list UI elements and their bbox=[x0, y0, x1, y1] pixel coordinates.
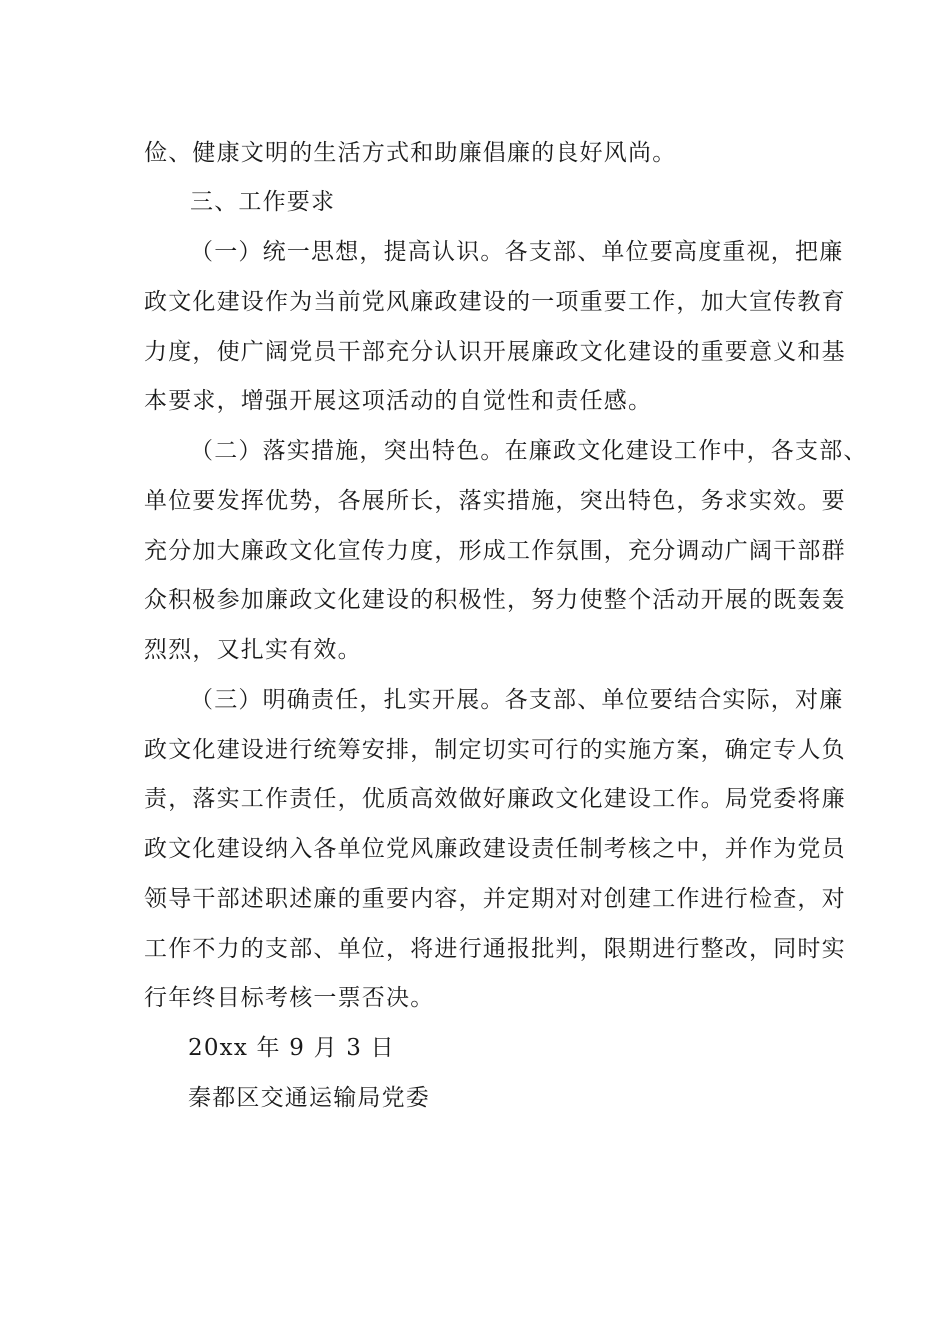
body-line: 政文化建设纳入各单位党风廉政建设责任制考核之中，并作为党员 bbox=[144, 836, 846, 862]
body-line: 领导干部述职述廉的重要内容，并定期对对创建工作进行检查，对 bbox=[144, 886, 846, 912]
body-line: （三）明确责任，扎实开展。各支部、单位要结合实际，对廉 bbox=[190, 687, 844, 713]
body-line: 力度，使广阔党员干部充分认识开展廉政文化建设的重要意义和基 bbox=[144, 339, 846, 365]
document-signature: 秦都区交通运输局党委 bbox=[188, 1085, 430, 1111]
body-line: （二）落实措施，突出特色。在廉政文化建设工作中，各支部、 bbox=[190, 438, 868, 464]
body-line: 俭、健康文明的生活方式和助廉倡廉的良好风尚。 bbox=[144, 140, 677, 166]
body-line: 责，落实工作责任，优质高效做好廉政文化建设工作。局党委将廉 bbox=[144, 786, 846, 812]
body-line: 众积极参加廉政文化建设的积极性，努力使整个活动开展的既轰轰 bbox=[144, 587, 846, 613]
document-date: 20xx 年 9 月 3 日 bbox=[188, 1035, 395, 1061]
body-line: 本要求，增强开展这项活动的自觉性和责任感。 bbox=[144, 388, 653, 414]
body-line: 工作不力的支部、单位，将进行通报批判，限期进行整改，同时实 bbox=[144, 936, 846, 962]
body-line: 单位要发挥优势，各展所长，落实措施，突出特色，务求实效。要 bbox=[144, 488, 846, 514]
section-heading: 三、工作要求 bbox=[190, 189, 336, 215]
body-line: 烈烈，又扎实有效。 bbox=[144, 637, 362, 663]
body-line: （一）统一思想，提高认识。各支部、单位要高度重视，把廉 bbox=[190, 239, 844, 265]
body-line: 政文化建设作为当前党风廉政建设的一项重要工作，加大宣传教育 bbox=[144, 289, 846, 315]
body-line: 充分加大廉政文化宣传力度，形成工作氛围，充分调动广阔干部群 bbox=[144, 538, 846, 564]
body-line: 政文化建设进行统筹安排，制定切实可行的实施方案，确定专人负 bbox=[144, 737, 846, 763]
body-line: 行年终目标考核一票否决。 bbox=[144, 985, 435, 1011]
